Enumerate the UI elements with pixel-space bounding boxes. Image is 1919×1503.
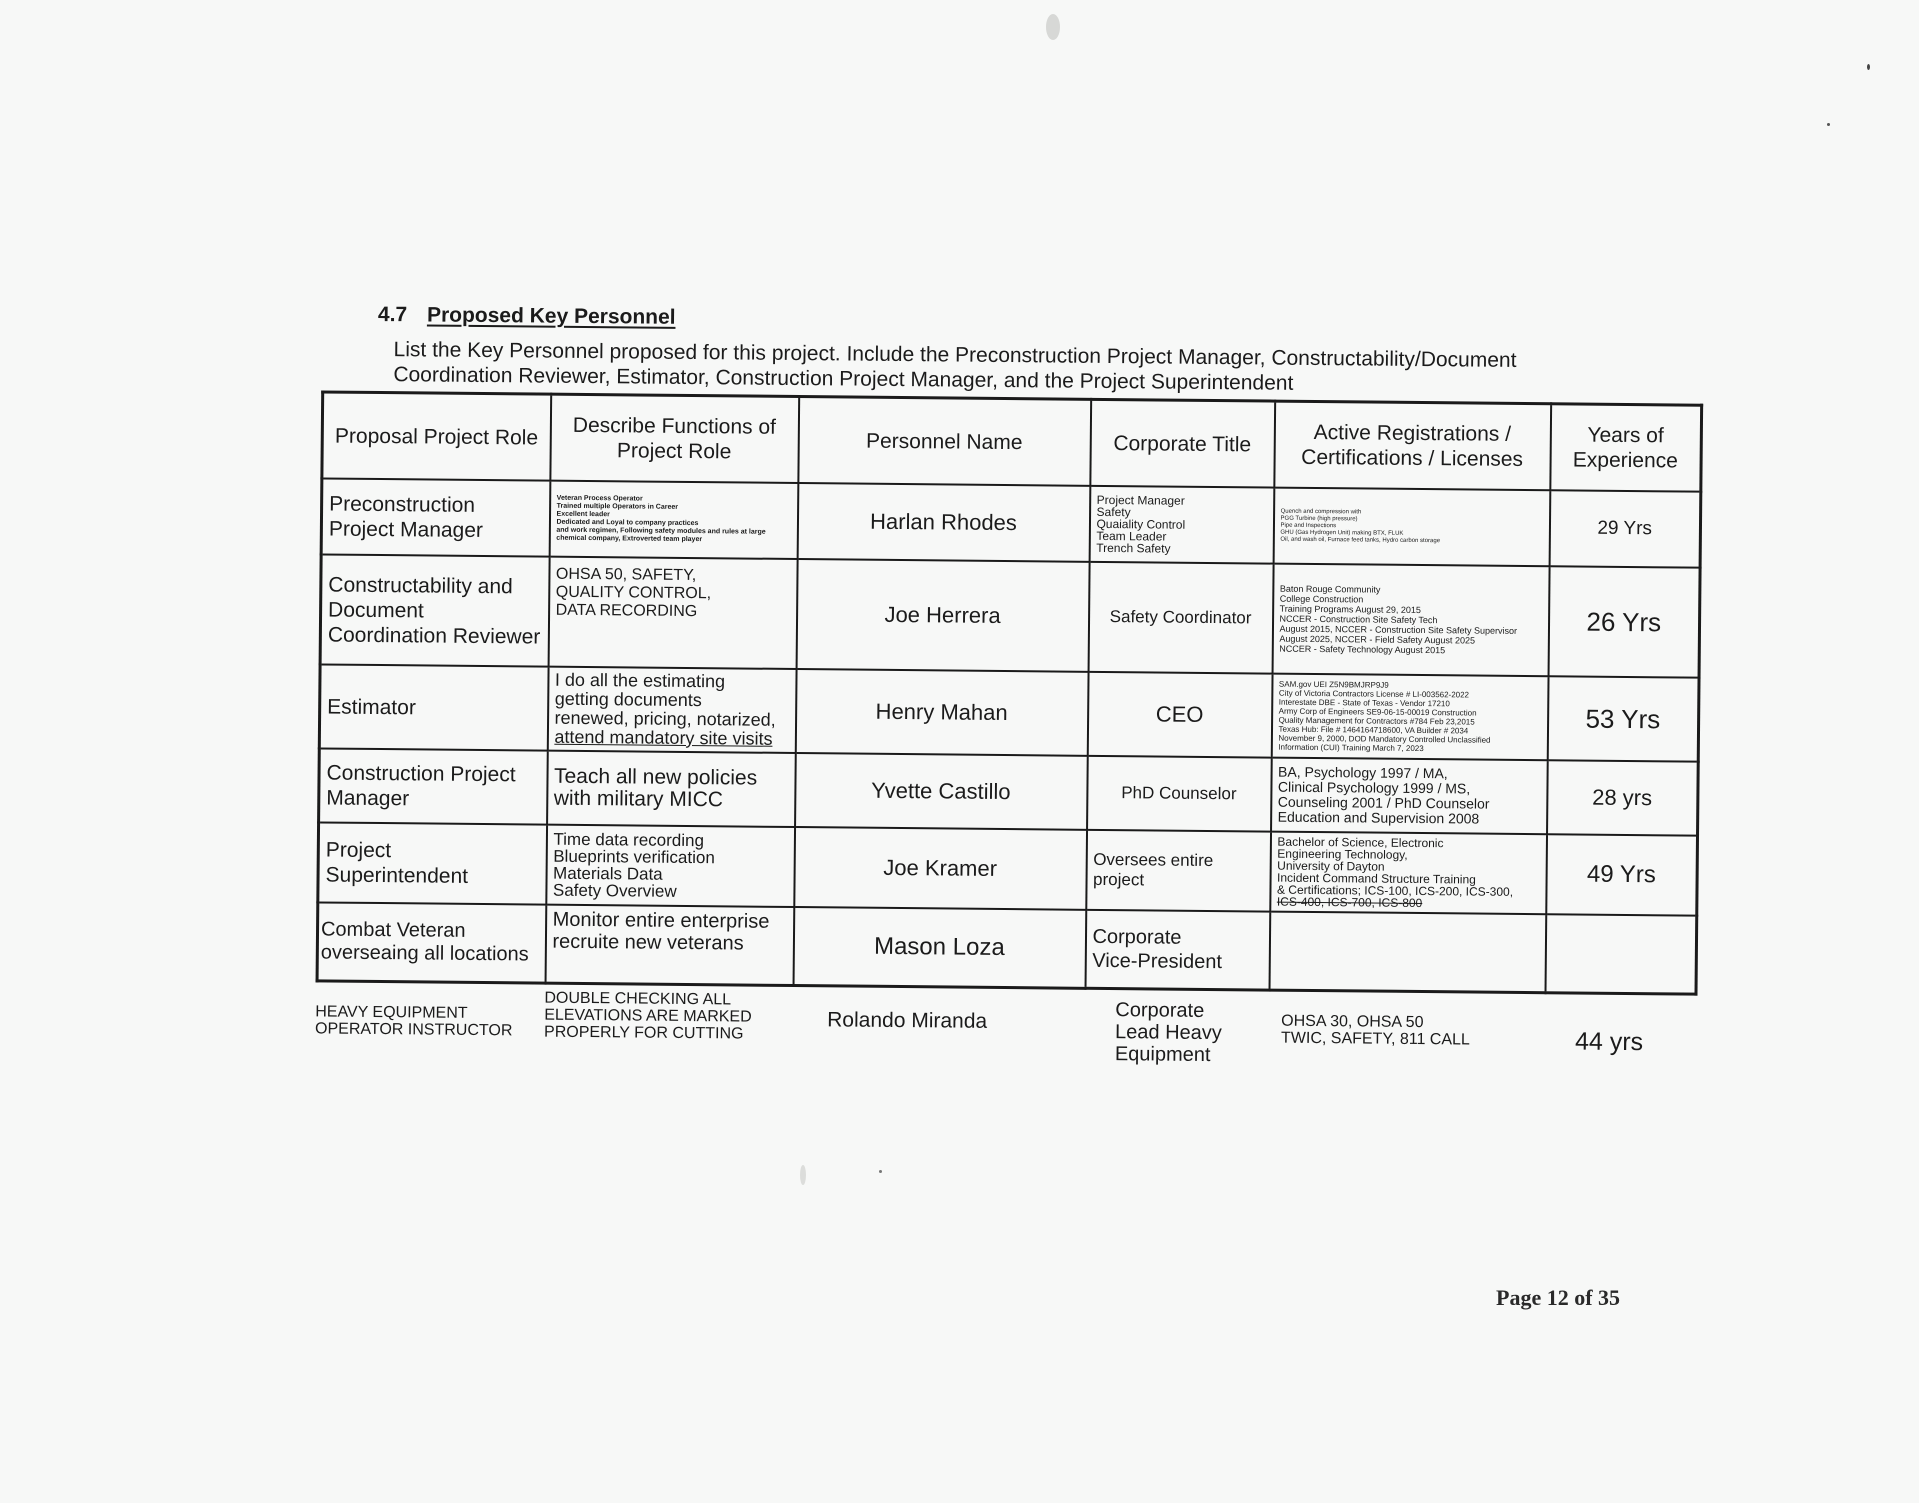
additional-personnel-row <box>315 987 1695 1090</box>
function-line: Safety Overview <box>552 880 677 901</box>
extra-cert-line: OHSA 30, OHSA 50 <box>1281 1012 1424 1032</box>
cert-line: August 2015, NCCER - Construction Site Safety Supervisor <box>1279 623 1518 636</box>
table-row <box>321 478 1701 567</box>
extra-function-line: PROPERLY FOR CUTTING <box>543 1023 744 1043</box>
cert-line: ICS-400, ICS-700, ICS-800 <box>1276 894 1423 911</box>
function-line: attend mandatory site visits <box>554 726 773 749</box>
corporate-title-cell <box>1085 910 1270 990</box>
extra-functions <box>544 990 752 1043</box>
role-cell: Combat Veteran overseaing all locations <box>317 902 546 982</box>
years-experience: 28 yrs <box>1547 760 1699 835</box>
cert-line: SAM.gov UEI Z5N9BMJRP9J9 <box>1278 679 1389 690</box>
certifications-cell <box>1273 488 1550 567</box>
cert-line: GHU (Gas Hydrogen Unit) making BTX, FLUK <box>1280 529 1404 537</box>
section-number: 4.7 <box>377 302 408 327</box>
corporate-title-cell <box>1088 562 1273 674</box>
function-line: recruite new veterans <box>552 930 744 955</box>
cert-line: Counseling 2001 / PhD Counselor <box>1277 793 1490 812</box>
header-certifications: Active Registrations / Certifications / Licenses <box>1274 401 1551 490</box>
function-line: with military MICC <box>553 786 724 812</box>
table-row <box>319 748 1699 835</box>
title-line: Corporate <box>1092 925 1182 949</box>
personnel-name: Mason Loza <box>793 907 1086 988</box>
function-line: Materials Data <box>553 863 663 884</box>
cert-line: Engineering Technology, <box>1277 846 1408 862</box>
extra-cert-line: TWIC, SAFETY, 811 CALL <box>1280 1029 1470 1049</box>
cert-line: Texas Hub: File # 1464164718600, VA Builder # 2034 <box>1278 724 1469 736</box>
cert-line: University of Dayton <box>1277 858 1385 874</box>
cert-line: College Construction <box>1279 593 1364 605</box>
section-title: Proposed Key Personnel <box>426 303 676 329</box>
functions-cell <box>548 557 797 669</box>
personnel-name: Yvette Castillo <box>795 753 1088 830</box>
title-line: Project Manager <box>1096 492 1185 508</box>
title-line: Safety <box>1096 504 1131 520</box>
function-line: DATA RECORDING <box>555 601 698 621</box>
title-line: CEO <box>1155 701 1204 727</box>
personnel-name: Harlan Rhodes <box>797 483 1090 562</box>
table-row <box>320 554 1700 677</box>
cert-line: November 9, 2000, DOD Mandatory Controlled Unclassified <box>1278 733 1491 745</box>
cert-line: & Certifications; ICS-100, ICS-200, ICS-300, <box>1276 882 1514 899</box>
role-cell: Preconstruction Project Manager <box>321 478 550 556</box>
certifications-cell <box>1271 758 1548 835</box>
header-proposal-project-role: Proposal Project Role <box>322 392 551 481</box>
certifications-cell <box>1269 912 1546 993</box>
title-line: Oversees entire <box>1093 849 1214 871</box>
function-line: Teach all new policies <box>553 764 758 790</box>
title-line: Safety Coordinator <box>1109 607 1252 628</box>
certifications-cell <box>1271 674 1548 761</box>
function-line: chemical company, Extroverted team player <box>556 534 703 544</box>
extra-certs <box>1281 1013 1470 1049</box>
role-cell: Constructability and Document Coordination Reviewer <box>320 554 549 666</box>
function-line: I do all the estimating <box>554 669 726 692</box>
corporate-title-cell <box>1087 672 1272 758</box>
cert-line: NCCER - Safety Technology August 2015 <box>1279 643 1446 656</box>
cert-line: PGG Turbine (high pressure) <box>1280 515 1358 522</box>
function-line: OHSA 50, SAFETY, <box>555 565 697 585</box>
title-line: Trench Safety <box>1096 540 1171 556</box>
title-line: Team Leader <box>1096 528 1167 544</box>
cert-line: Training Programs August 29, 2015 <box>1279 603 1421 616</box>
title-line: PhD Counselor <box>1121 783 1237 804</box>
cert-line: City of Victoria Contractors License # LI-003562-2022 <box>1278 688 1470 700</box>
personnel-name: Joe Herrera <box>796 559 1089 672</box>
cert-line: Interestate DBE - State of Texas - Vendor 17210 <box>1278 697 1450 709</box>
cert-line: Bachelor of Science, Electronic <box>1277 834 1444 851</box>
header-years-experience: Years of Experience <box>1550 404 1702 492</box>
function-line: Dedicated and Loyal to company practices <box>556 518 699 528</box>
years-experience: 29 Yrs <box>1549 490 1701 567</box>
cert-line: Incident Command Structure Training <box>1277 870 1476 887</box>
functions-cell <box>547 751 796 827</box>
function-line: getting documents <box>554 688 702 711</box>
title-line: Vice-President <box>1092 949 1223 973</box>
cert-line: BA, Psychology 1997 / MA, <box>1278 763 1448 782</box>
functions-cell <box>545 905 794 985</box>
extra-function-line: DOUBLE CHECKING ALL <box>544 989 732 1009</box>
cert-line: Oil, and wash oil, Furnace feed tanks, Hydro carbon storage <box>1280 536 1441 544</box>
years-experience: 53 Yrs <box>1547 676 1699 761</box>
function-line: Time data recording <box>553 829 705 851</box>
page-number: Page 12 of 35 <box>1496 1285 1621 1310</box>
functions-cell <box>547 667 796 753</box>
role-cell: Project Superintendent <box>318 822 547 904</box>
title-line: project <box>1092 869 1145 890</box>
cert-line: Army Corp of Engineers SE9-06-15-00019 Construction <box>1278 706 1477 718</box>
cert-line: Information (CUI) Training March 7, 2023 <box>1278 742 1424 754</box>
extra-role <box>315 1003 513 1039</box>
table-header-row <box>322 392 1702 492</box>
extra-role-line: OPERATOR INSTRUCTOR <box>315 1020 513 1040</box>
function-line: Monitor entire enterprise <box>552 908 770 933</box>
extra-title-line: Corporate <box>1115 999 1205 1022</box>
function-line: Veteran Process Operator <box>556 494 643 503</box>
cert-line: Baton Rouge Community <box>1279 583 1381 595</box>
corporate-title-cell <box>1087 756 1272 832</box>
extra-title-line: Equipment <box>1114 1043 1211 1067</box>
years-experience <box>1545 914 1697 993</box>
header-corporate-title: Corporate Title <box>1090 399 1275 487</box>
role-cell: Estimator <box>319 664 548 750</box>
cert-line: Education and Supervision 2008 <box>1277 808 1480 827</box>
function-line: Excellent leader <box>556 510 610 519</box>
extra-title-line: Lead Heavy <box>1114 1021 1222 1045</box>
extra-years: 44 yrs <box>1574 1027 1644 1057</box>
cert-line: Clinical Psychology 1999 / MS, <box>1277 778 1471 797</box>
cert-line: Quality Management for Contractors #784 Feb 23,2015 <box>1278 715 1475 727</box>
cert-line: Pipe and Inspections <box>1280 522 1337 529</box>
years-experience: 26 Yrs <box>1548 566 1700 677</box>
function-line: and work regimen, Following safety modules and rules at large <box>556 526 766 536</box>
function-line: Trained multiple Operators in Career <box>556 502 679 511</box>
function-line: renewed, pricing, notarized, <box>554 707 776 730</box>
section-instructions: List the Key Personnel proposed for this project. Include the Preconstruction Project Manager, Constructability/Document Coordination Reviewer, Estimator, Construction Project Manager, and the Project Superintendent <box>393 338 1517 395</box>
cert-line: NCCER - Construction Site Safety Tech <box>1279 613 1438 626</box>
key-personnel-table <box>316 390 1704 995</box>
table-row <box>317 902 1697 993</box>
extra-name: Rolando Miranda <box>827 1008 988 1033</box>
cert-line: Quench and compression with <box>1280 508 1362 515</box>
personnel-name: Henry Mahan <box>795 669 1088 756</box>
corporate-title-cell <box>1089 486 1274 564</box>
functions-cell <box>549 481 798 559</box>
extra-title <box>1115 999 1222 1066</box>
section-heading <box>378 303 676 330</box>
certifications-cell <box>1270 832 1547 915</box>
functions-cell <box>546 825 795 907</box>
table-row <box>318 822 1698 915</box>
header-personnel-name: Personnel Name <box>798 397 1091 486</box>
extra-role-line: HEAVY EQUIPMENT <box>315 1003 468 1022</box>
personnel-name: Joe Kramer <box>794 827 1087 910</box>
function-line: Blueprints verification <box>553 846 715 868</box>
header-describe-functions: Describe Functions of Project Role <box>550 394 799 483</box>
function-line: QUALITY CONTROL, <box>555 583 712 603</box>
table-row <box>319 664 1699 761</box>
years-experience: 49 Yrs <box>1546 834 1698 915</box>
role-cell: Construction Project Manager <box>319 748 548 824</box>
cert-line: August 2025, NCCER - Field Safety August 2025 <box>1279 633 1476 646</box>
extra-function-line: ELEVATIONS ARE MARKED <box>544 1006 752 1026</box>
title-line: Quaiality Control <box>1096 516 1186 532</box>
corporate-title-cell <box>1086 830 1271 912</box>
certifications-cell <box>1272 564 1549 677</box>
